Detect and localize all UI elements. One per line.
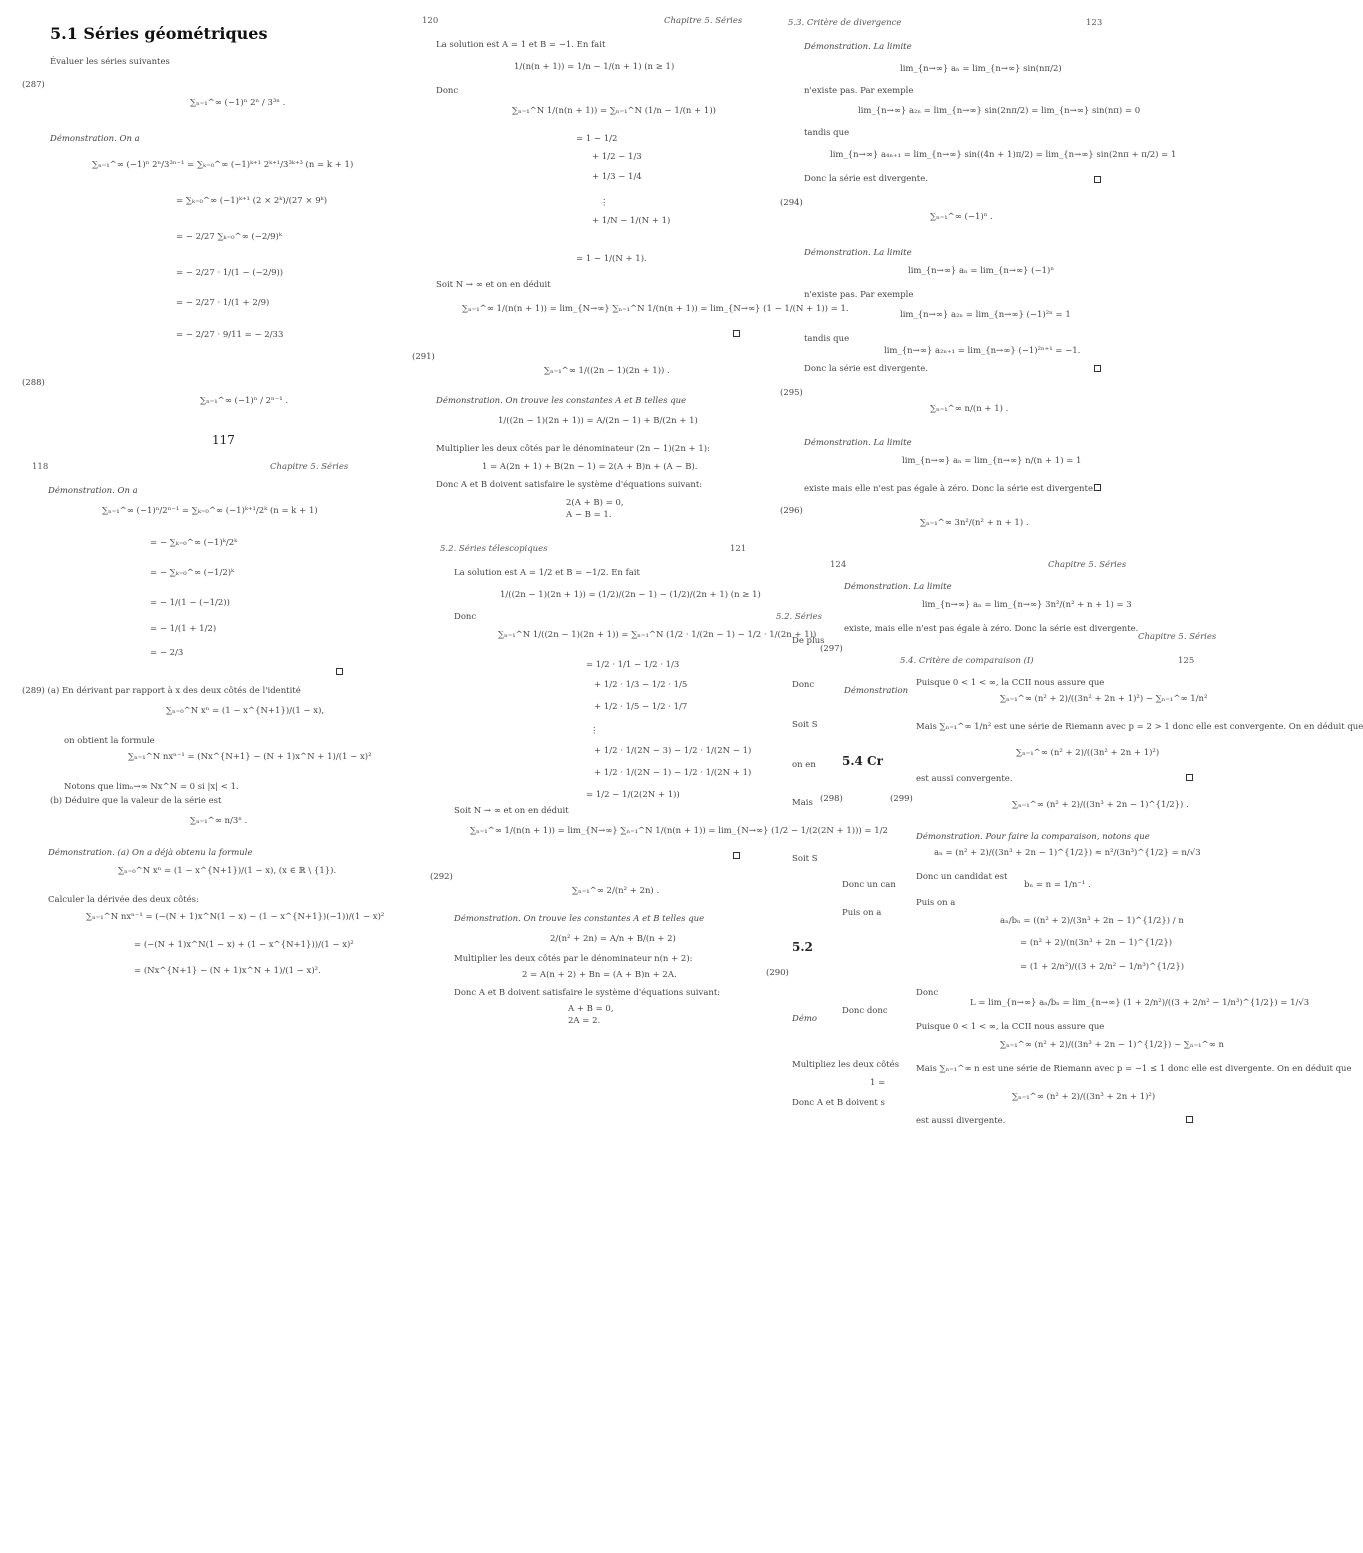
qed-box [1094, 365, 1101, 372]
formula: ∑ₙ₌₁^N 1/(n(n + 1)) = ∑ₙ₌₁^N (1/n − 1/(n + 1)) [512, 106, 716, 116]
body-text: Donc A et B doivent s [792, 1098, 885, 1108]
formula: ∑ₙ₌₁^∞ 1/((2n − 1)(2n + 1)) . [544, 366, 670, 376]
formula: 2/(n² + 2n) = A/n + B/(n + 2) [550, 934, 676, 944]
formula: A − B = 1. [566, 510, 612, 520]
body-text: De plus [792, 636, 825, 646]
body-text: Donc un candidat est [916, 872, 1008, 882]
formula: ∑ₙ₌₁^N nxⁿ⁻¹ = (−(N + 1)x^N(1 − x) − (1 − x^{N+1})(−1))/(1 − x)² [86, 912, 385, 922]
formula: + 1/N − 1/(N + 1) [592, 216, 671, 226]
proof-label: Démonstration. Pour faire la comparaison, notons que [916, 832, 1150, 842]
body-text: Multiplier les deux côtés par le dénominateur n(n + 2): [454, 954, 693, 964]
qed-box [1094, 484, 1101, 491]
body-text: Calculer la dérivée des deux côtés: [48, 895, 199, 905]
body-text: on obtient la formule [64, 736, 155, 746]
body-text: Donc donc [842, 1006, 888, 1016]
body-text: Donc la série est divergente. [804, 174, 928, 184]
formula: lim_{n→∞} a₂ₙ = lim_{n→∞} (−1)²ⁿ = 1 [900, 310, 1071, 320]
exercise-number: (295) [780, 388, 803, 398]
page-header-left: 5.4. Critère de comparaison (I) [900, 656, 1034, 666]
body-text: Donc A et B doivent satisfaire le système d'équations suivant: [454, 988, 721, 998]
body-text: Donc [436, 86, 459, 96]
body-text: existe, mais elle n'est pas égale à zéro. Donc la série est divergente. [844, 624, 1139, 634]
formula: = − 2/27 ∑ₖ₌₀^∞ (−2/9)ᵏ [176, 232, 282, 242]
formula: bₙ = n = 1/n⁻¹ . [1024, 880, 1091, 890]
formula: = ∑ₖ₌₀^∞ (−1)ᵏ⁺¹ (2 × 2ᵏ)/(27 × 9ᵏ) [176, 196, 328, 206]
exercise-number: (297) [820, 644, 843, 654]
page-number: 117 [212, 433, 235, 447]
formula: + 1/2 · 1/(2N − 1) − 1/2 · 1/(2N + 1) [594, 768, 752, 778]
formula: = (−(N + 1)x^N(1 − x) + (1 − x^{N+1}))/(1 − x)² [134, 940, 354, 950]
qed-box [1186, 1116, 1193, 1123]
formula: ∑ₙ₌₁^∞ (−1)ⁿ . [930, 212, 993, 222]
formula: 1 = A(2n + 1) + B(2n − 1) = 2(A + B)n + (A − B). [482, 462, 698, 472]
qed-box [1094, 176, 1101, 183]
body-text: est aussi divergente. [916, 1116, 1006, 1126]
body-text: Mais [792, 798, 813, 808]
body-text: tandis que [804, 128, 850, 138]
formula: = 1/2 · 1/1 − 1/2 · 1/3 [586, 660, 680, 670]
formula: = − 2/27 · 9/11 = − 2/33 [176, 330, 284, 340]
body-text: Puis on a [916, 898, 956, 908]
body-text: Donc [792, 680, 815, 690]
formula: ∑ₙ₌₁^∞ (−1)ⁿ / 2ⁿ⁻¹ . [200, 396, 289, 406]
formula: + 1/3 − 1/4 [592, 172, 642, 182]
formula: ∑ₙ₌₀^N xⁿ = (1 − x^{N+1})/(1 − x), (x ∈ ℝ \ {1}). [118, 866, 337, 876]
proof-label: Démonstration. La limite [844, 582, 952, 592]
proof-label: Démonstration. La limite [804, 42, 912, 52]
formula: ∑ₙ₌₁^∞ n/(n + 1) . [930, 404, 1009, 414]
proof-label: Démonstration. On a [50, 134, 140, 144]
proof-label: Démo [792, 1014, 818, 1024]
formula: = 1 − 1/(N + 1). [576, 254, 647, 264]
formula: aₙ/bₙ = ((n² + 2)/(3n³ + 2n − 1)^{1/2}) / n [1000, 916, 1184, 926]
formula: ∑ₙ₌₁^N nxⁿ⁻¹ = (Nx^{N+1} − (N + 1)x^N + 1)/(1 − x)² [128, 752, 372, 762]
formula: ∑ₙ₌₁^∞ (n² + 2)/((3n³ + 2n − 1)^{1/2}) . [1012, 800, 1189, 810]
section-heading: 5.4 Cr [842, 754, 883, 768]
exercise-number: (287) [22, 80, 45, 90]
proof-label: Démonstration. La limite [804, 248, 912, 258]
formula: 2 = A(n + 2) + Bn = (A + B)n + 2A. [522, 970, 677, 980]
body-text: Donc [454, 612, 477, 622]
formula: + 1/2 · 1/3 − 1/2 · 1/5 [594, 680, 688, 690]
formula: = − 2/27 · 1/(1 − (−2/9)) [176, 268, 284, 278]
formula: 1/((2n − 1)(2n + 1)) = (1/2)/(2n − 1) − (1/2)/(2n + 1) (n ≥ 1) [500, 590, 761, 600]
proof-label: Démonstration [844, 686, 909, 696]
body-text: Multipliez les deux côtés [792, 1060, 900, 1070]
exercise-number: (291) [412, 352, 435, 362]
proof-label: Démonstration. (a) On a déjà obtenu la formule [48, 848, 253, 858]
formula: ∑ₙ₌₁^∞ 3n²/(n² + n + 1) . [920, 518, 1029, 528]
body-text: Donc A et B doivent satisfaire le système d'équations suivant: [436, 480, 703, 490]
body-text: Puis on a [842, 908, 882, 918]
proof-label: Démonstration. On a [48, 486, 138, 496]
page-header-left: 5.3. Critère de divergence [788, 18, 902, 28]
formula: L = lim_{n→∞} aₙ/bₙ = lim_{n→∞} (1 + 2/n²)/((3 + 2/n² − 1/n³)^{1/2}) = 1/√3 [970, 998, 1310, 1008]
formula: ∑ₙ₌₁^∞ 1/(n(n + 1)) = lim_{N→∞} ∑ₙ₌₁^N 1/(n(n + 1)) = lim_{N→∞} (1 − 1/(N + 1)) = 1. [462, 304, 849, 314]
formula: ∑ₙ₌₁^∞ (n² + 2)/((3n³ + 2n + 1)²) [1012, 1092, 1156, 1102]
formula: 1/((2n − 1)(2n + 1)) = A/(2n − 1) + B/(2n + 1) [498, 416, 698, 426]
formula: ⋮ [600, 198, 609, 208]
body-text: (b) Déduire que la valeur de la série est [50, 796, 222, 806]
formula: ∑ₙ₌₁^∞ (−1)ⁿ 2ⁿ / 3³ⁿ . [190, 98, 286, 108]
body-text: n'existe pas. Par exemple [804, 290, 914, 300]
body-text: existe mais elle n'est pas égale à zéro. Donc la série est divergente. [804, 484, 1096, 494]
formula: lim_{n→∞} aₙ = lim_{n→∞} n/(n + 1) = 1 [902, 456, 1082, 466]
formula: ∑ₙ₌₁^∞ (−1)ⁿ/2ⁿ⁻¹ = ∑ₖ₌₀^∞ (−1)ᵏ⁺¹/2ᵏ (n = k + 1) [102, 506, 318, 516]
formula: ∑ₙ₌₀^N xⁿ = (1 − x^{N+1})/(1 − x), [166, 706, 325, 716]
page-header-left: 124 [830, 560, 847, 570]
formula: = − 2/27 · 1/(1 + 2/9) [176, 298, 270, 308]
body-text: Notons que limₙ→∞ Nx^N = 0 si |x| < 1. [64, 782, 239, 792]
body-text: 1 = [870, 1078, 886, 1088]
formula: lim_{n→∞} aₙ = lim_{n→∞} (−1)ⁿ [908, 266, 1054, 276]
formula: = (Nx^{N+1} − (N + 1)x^N + 1)/(1 − x)². [134, 966, 321, 976]
formula: ∑ₙ₌₁^∞ (n² + 2)/((3n² + 2n + 1)²) [1016, 748, 1160, 758]
qed-box [733, 330, 740, 337]
body-text: tandis que [804, 334, 850, 344]
page-header-right: Chapitre 5. Séries [270, 462, 349, 472]
formula: = − ∑ₖ₌₀^∞ (−1)ᵏ/2ᵏ [150, 538, 238, 548]
page-header-right: 125 [1178, 656, 1195, 666]
formula: ∑ₙ₌₁^∞ (n² + 2)/((3n² + 2n + 1)²) ~ ∑ₙ₌₁^∞ 1/n² [1000, 694, 1208, 704]
body-text: Soit N → ∞ et on en déduit [436, 280, 551, 290]
body-text: Soit S [792, 720, 818, 730]
page-header-right: 121 [730, 544, 747, 554]
body-text: Mais ∑ₙ₌₁^∞ n est une série de Riemann avec p = −1 ≤ 1 donc elle est divergente. On en déduit que [916, 1064, 1352, 1074]
section-heading: 5.2 [792, 940, 813, 954]
exercise-number: (290) [766, 968, 789, 978]
body-text: Multiplier les deux côtés par le dénominateur (2n − 1)(2n + 1): [436, 444, 710, 454]
formula: ⋮ [590, 726, 599, 736]
body-text: Donc un can [842, 880, 896, 890]
formula: lim_{n→∞} aₙ = lim_{n→∞} sin(nπ/2) [900, 64, 1062, 74]
body-text: La solution est A = 1 et B = −1. En fait [436, 40, 606, 50]
body-text: est aussi convergente. [916, 774, 1013, 784]
page-header-right: Chapitre 5. Séries [1048, 560, 1127, 570]
body-text: Donc la série est divergente. [804, 364, 928, 374]
formula: = − 1/(1 + 1/2) [150, 624, 217, 634]
qed-box [336, 668, 343, 675]
exercise-number: (296) [780, 506, 803, 516]
formula: ∑ₙ₌₁^∞ n/3ⁿ . [190, 816, 248, 826]
body-text: Puisque 0 < 1 < ∞, la CCII nous assure que [916, 678, 1105, 688]
qed-box [733, 852, 740, 859]
formula: + 1/2 · 1/(2N − 3) − 1/2 · 1/(2N − 1) [594, 746, 752, 756]
formula: ∑ₙ₌₁^∞ 2/(n² + 2n) . [572, 886, 660, 896]
page-header-left: 118 [32, 462, 49, 472]
formula: ∑ₙ₌₁^∞ 1/(n(n + 1)) = lim_{N→∞} ∑ₙ₌₁^N 1/(n(n + 1)) = lim_{N→∞} (1/2 − 1/(2(2N + 1))) = 1/2 [470, 826, 888, 836]
exercise-number: (292) [430, 872, 453, 882]
formula: ∑ₙ₌₁^∞ (−1)ⁿ 2ⁿ/3³ⁿ⁻¹ = ∑ₖ₌₀^∞ (−1)ᵏ⁺¹ 2ᵏ⁺¹/3³ᵏ⁺³ (n = k + 1) [92, 160, 354, 170]
body-text: La solution est A = 1/2 et B = −1/2. En fait [454, 568, 640, 578]
exercise-number: (299) [890, 794, 913, 804]
exercise-number: (298) [820, 794, 843, 804]
formula: = − 2/3 [150, 648, 184, 658]
formula: lim_{n→∞} a₄ₙ₊₁ = lim_{n→∞} sin((4n + 1)π/2) = lim_{n→∞} sin(2nπ + π/2) = 1 [830, 150, 1177, 160]
formula: = 1 − 1/2 [576, 134, 618, 144]
formula: 1/(n(n + 1)) = 1/n − 1/(n + 1) (n ≥ 1) [514, 62, 675, 72]
formula: = − 1/(1 − (−1/2)) [150, 598, 230, 608]
section-heading: 5.1 Séries géométriques [50, 24, 268, 43]
body-text: Donc [916, 988, 939, 998]
page-header-right: 123 [1086, 18, 1103, 28]
proof-label: Démonstration. On trouve les constantes A et B telles que [454, 914, 705, 924]
formula: 2A = 2. [568, 1016, 601, 1026]
exercise-number: (288) [22, 378, 45, 388]
body-text: n'existe pas. Par exemple [804, 86, 914, 96]
formula: = (1 + 2/n²)/((3 + 2/n² − 1/n³)^{1/2}) [1020, 962, 1185, 972]
body-text: Puisque 0 < 1 < ∞, la CCII nous assure que [916, 1022, 1105, 1032]
page-header-right: Chapitre 5. Séries [664, 16, 743, 26]
formula: aₙ = (n² + 2)/((3n³ + 2n − 1)^{1/2}) ≈ n²/(3n³)^{1/2} = n/√3 [934, 848, 1201, 858]
formula: = 1/2 − 1/(2(2N + 1)) [586, 790, 680, 800]
page-header-left: 5.2. Séries télescopiques [440, 544, 548, 554]
body-text: Soit N → ∞ et on en déduit [454, 806, 569, 816]
page-header-right: Chapitre 5. Séries [1138, 632, 1217, 642]
body-text: Mais ∑ₙ₌₁^∞ 1/n² est une série de Riemann avec p = 2 > 1 donc elle est convergente. On en déduit que [916, 722, 1363, 732]
formula: lim_{n→∞} aₙ = lim_{n→∞} 3n²/(n² + n + 1) = 3 [922, 600, 1132, 610]
intro-text: Évaluer les séries suivantes [50, 57, 170, 67]
exercise-number: (294) [780, 198, 803, 208]
proof-label: Démonstration. On trouve les constantes A et B telles que [436, 396, 687, 406]
body-text: on en [792, 760, 816, 770]
body-text: Soit S [792, 854, 818, 864]
page-header-left: 5.2. Séries [776, 612, 822, 622]
page-header-left: 120 [422, 16, 439, 26]
formula: lim_{n→∞} a₂ₙ = lim_{n→∞} sin(2nπ/2) = lim_{n→∞} sin(nπ) = 0 [858, 106, 1141, 116]
formula: 2(A + B) = 0, [566, 498, 624, 508]
qed-box [1186, 774, 1193, 781]
formula: = − ∑ₖ₌₀^∞ (−1/2)ᵏ [150, 568, 235, 578]
proof-label: Démonstration. La limite [804, 438, 912, 448]
formula: ∑ₙ₌₁^∞ (n² + 2)/((3n³ + 2n − 1)^{1/2}) ~ ∑ₙ₌₁^∞ n [1000, 1040, 1224, 1050]
exercise-text: (289) (a) En dérivant par rapport à x des deux côtés de l'identité [22, 686, 301, 696]
formula: = (n² + 2)/(n(3n³ + 2n − 1)^{1/2}) [1020, 938, 1173, 948]
formula: + 1/2 · 1/5 − 1/2 · 1/7 [594, 702, 688, 712]
formula: lim_{n→∞} a₂ₙ₊₁ = lim_{n→∞} (−1)²ⁿ⁺¹ = −1. [884, 346, 1081, 356]
formula: + 1/2 − 1/3 [592, 152, 642, 162]
formula: A + B = 0, [568, 1004, 614, 1014]
formula: ∑ₙ₌₁^N 1/((2n − 1)(2n + 1)) = ∑ₙ₌₁^N (1/2 · 1/(2n − 1) − 1/2 · 1/(2n + 1)) [498, 630, 817, 640]
